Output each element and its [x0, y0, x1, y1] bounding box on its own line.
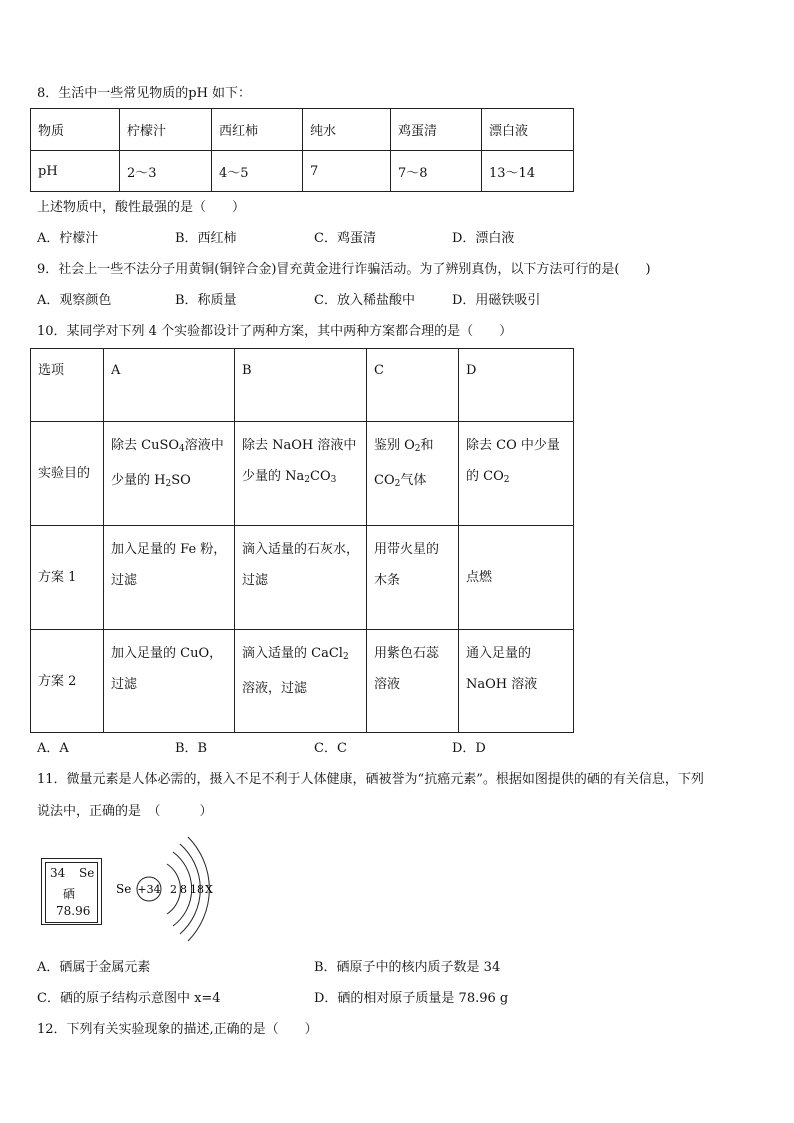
table-cell: 柠檬汁 [120, 109, 212, 151]
table-cell: 除去 CuSO$_4$溶液中 少量的 $H_2SO$ [104, 422, 235, 526]
table-cell: 方案 1 [31, 526, 104, 630]
option-b[interactable]: B．硒原子中的核内质子数是 34 [314, 960, 501, 975]
q12-stem: 12．下列有关实验现象的描述,正确的是（ ） [37, 1022, 318, 1037]
experiment-purpose-row [31, 422, 574, 526]
table-cell: 物质 [31, 109, 120, 151]
table-cell: 13～14 [482, 151, 574, 192]
table-cell: 除去 CO 中少量 的 $CO_2$ [459, 422, 574, 526]
table-cell: 加入足量的 CuO， 过滤 [104, 630, 235, 733]
table-cell: D [459, 349, 574, 422]
experiment-plan2-row [31, 630, 574, 733]
table-cell: 滴入适量的石灰水， 过滤 [235, 526, 367, 630]
table-cell: A [104, 349, 235, 422]
experiment-plan1-row [31, 526, 574, 630]
shell-electrons-4: X [205, 883, 213, 896]
table-cell: pH [31, 151, 120, 192]
table-cell: 除去 NaOH 溶液中 少量的 $Na_2CO_3$ [235, 422, 367, 526]
q8-question: 上述物质中，酸性最强的是（ ） [37, 200, 246, 215]
option-d[interactable]: D．用磁铁吸引 [452, 293, 541, 308]
option-c[interactable]: C．C [314, 741, 347, 756]
ph-table-row [31, 151, 574, 192]
table-cell: 通入足量的 NaOH 溶液 [459, 630, 574, 733]
experiment-table-header [31, 349, 574, 422]
q9-stem: 9．社会上一些不法分子用黄铜(铜锌合金)冒充黄金进行诈骗活动。为了辨别真伪，以下方法可行的是( ) [37, 262, 651, 277]
table-cell: 4～5 [212, 151, 303, 192]
table-cell: 7～8 [391, 151, 482, 192]
option-c[interactable]: C．鸡蛋清 [314, 231, 376, 246]
element-symbol: Se [79, 866, 95, 880]
table-cell: 2～3 [120, 151, 212, 192]
table-cell: 实验目的 [31, 422, 104, 526]
atomic-mass: 78.96 [56, 904, 91, 918]
option-a[interactable]: A．柠檬汁 [37, 231, 99, 246]
table-cell: 用紫色石蕊 溶液 [367, 630, 459, 733]
option-d[interactable]: D．硒的相对原子质量是 78.96 g [314, 991, 509, 1006]
atomic-structure-diagram [110, 830, 230, 945]
table-cell: 滴入适量的 CaCl$_2$ 溶液，过滤 [235, 630, 367, 733]
table-cell: B [235, 349, 367, 422]
table-cell: 方案 2 [31, 630, 104, 733]
table-cell: 鉴别 $O_2$和 $CO_2$气体 [367, 422, 459, 526]
element-card-inner [45, 862, 98, 923]
table-cell: 用带火星的 木条 [367, 526, 459, 630]
option-c[interactable]: C．硒的原子结构示意图中 x=4 [37, 991, 221, 1006]
table-cell: 西红柿 [212, 109, 303, 151]
diagram-symbol: Se [116, 882, 132, 896]
q10-stem: 10．某同学对下列 4 个实验都设计了两种方案，其中两种方案都合理的是（ ） [37, 324, 513, 339]
table-cell: 加入足量的 Fe 粉， 过滤 [104, 526, 235, 630]
element-name: 硒 [63, 887, 76, 901]
ph-table [30, 108, 574, 192]
table-cell: 选项 [31, 349, 104, 422]
shell-electrons-2: 8 [180, 883, 187, 896]
q11-stem-line2: 说法中，正确的是 （ ） [37, 804, 213, 819]
ph-table-header [31, 109, 574, 151]
option-b[interactable]: B．称质量 [175, 293, 237, 308]
option-c[interactable]: C．放入稀盐酸中 [314, 293, 415, 308]
option-b[interactable]: B．B [175, 741, 208, 756]
table-cell: 纯水 [303, 109, 391, 151]
nucleus-charge: +34 [137, 883, 161, 896]
option-d[interactable]: D．漂白液 [452, 231, 515, 246]
option-a[interactable]: A．观察颜色 [37, 293, 112, 308]
atomic-number: 34 [50, 866, 66, 880]
table-cell: 点燃 [459, 526, 574, 630]
element-card [41, 858, 102, 925]
experiment-table [30, 348, 574, 733]
table-cell: 鸡蛋清 [391, 109, 482, 151]
option-a[interactable]: A．硒属于金属元素 [37, 960, 151, 975]
shell-electrons-1: 2 [170, 883, 177, 896]
option-d[interactable]: D．D [452, 741, 486, 756]
q8-stem: 8．生活中一些常见物质的pH 如下： [37, 86, 252, 101]
option-b[interactable]: B．西红柿 [175, 231, 237, 246]
option-a[interactable]: A．A [37, 741, 69, 756]
table-cell: C [367, 349, 459, 422]
table-cell: 漂白液 [482, 109, 574, 151]
table-cell: 7 [303, 151, 391, 192]
q11-stem-line1: 11．微量元素是人体必需的，摄入不足不利于人体健康，硒被誉为“抗癌元素”。根据如图提供的硒的有关信息，下列 [37, 772, 704, 787]
shell-electrons-3: 18 [190, 883, 204, 896]
